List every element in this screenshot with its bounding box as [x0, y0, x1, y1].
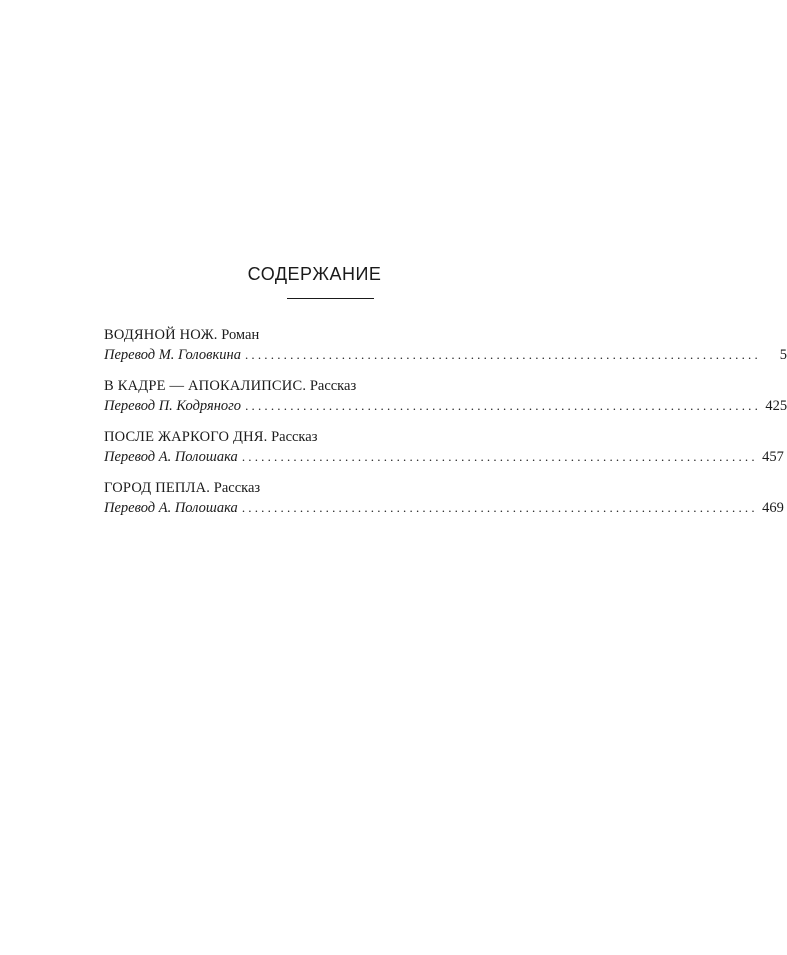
toc-work-line [104, 479, 528, 498]
work-title: ПОСЛЕ ЖАРКОГО ДНЯ. [104, 429, 268, 445]
work-title: В КАДРЕ — АПОКАЛИПСИС. [104, 378, 307, 394]
toc-entry [104, 326, 787, 365]
work-genre: Роман [221, 327, 260, 343]
toc-list [104, 326, 787, 530]
work-title: ВОДЯНОЙ НОЖ. [104, 327, 218, 343]
work-genre: Рассказ [309, 378, 357, 394]
toc-work-line [104, 377, 528, 396]
toc-entry [104, 428, 784, 467]
page-number: 5 [779, 347, 787, 363]
work-genre: Рассказ [213, 480, 261, 496]
toc-translator-line [104, 396, 787, 416]
page-number: 469 [762, 500, 784, 516]
dot-leader: ................................................................................ [245, 398, 762, 413]
translator: Перевод А. Полошака [104, 500, 238, 516]
work-title: ГОРОД ПЕПЛА. [104, 480, 211, 496]
page-number: 457 [762, 449, 784, 465]
toc-work-line [104, 428, 528, 447]
toc-translator-line [104, 447, 784, 467]
toc-work-line [104, 326, 528, 345]
toc-entry [104, 479, 784, 518]
work-genre: Рассказ [271, 429, 318, 445]
page-number: 425 [765, 398, 787, 414]
toc-title: СОДЕРЖАНИЕ [247, 264, 382, 284]
toc-entry [104, 377, 787, 416]
dot-leader: ................................................................................ [241, 500, 758, 515]
title-underline [287, 298, 374, 299]
translator: Перевод А. Полошака [104, 449, 238, 465]
dot-leader: ................................................................................ [244, 347, 761, 362]
translator: Перевод П. Кодряного [104, 398, 242, 414]
dot-leader: ................................................................................ [241, 449, 758, 464]
toc-translator-line [104, 498, 784, 518]
translator: Перевод М. Головкина [104, 347, 241, 363]
toc-translator-line [104, 345, 787, 365]
